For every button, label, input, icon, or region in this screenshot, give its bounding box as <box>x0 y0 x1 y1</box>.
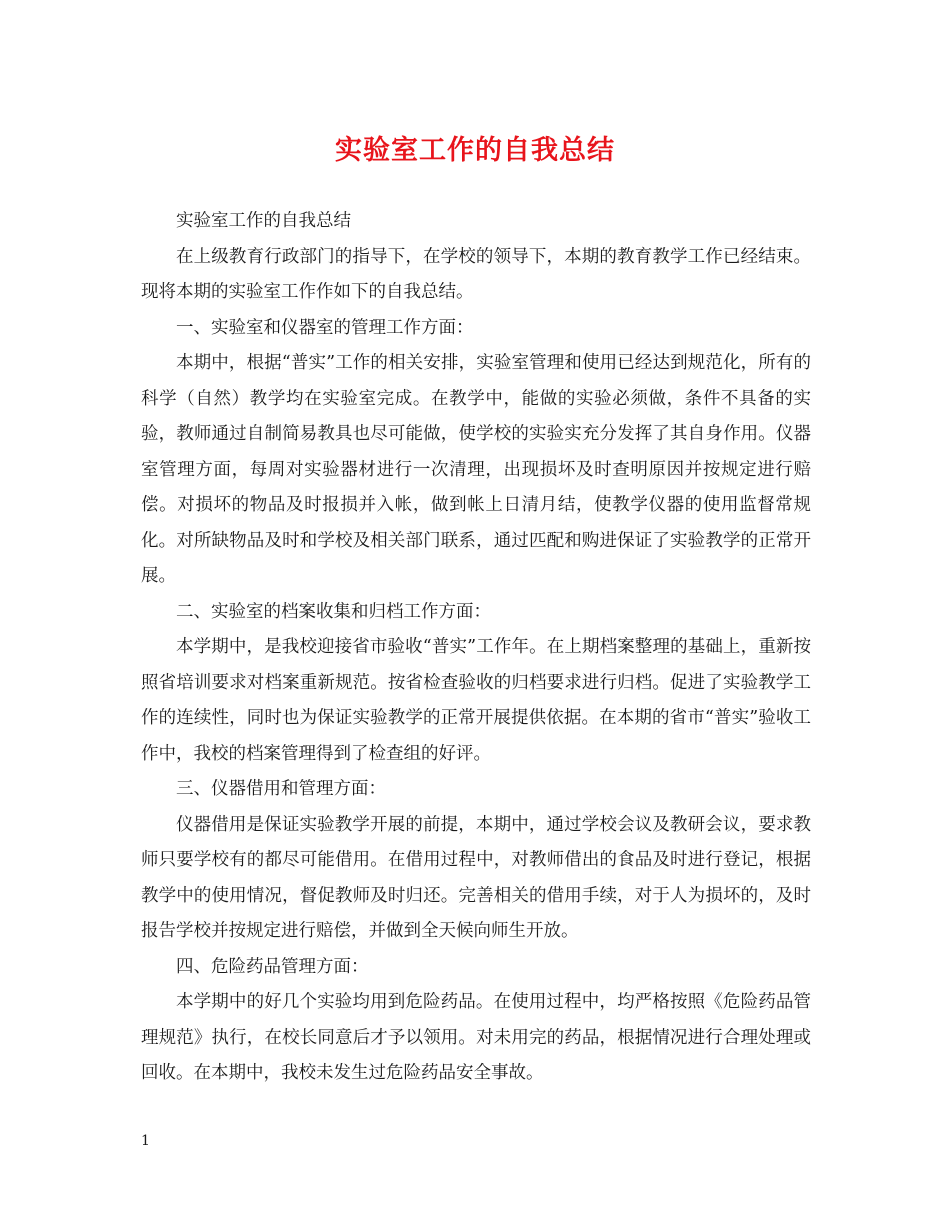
section-heading-4: 四、危险药品管理方面： <box>176 956 369 977</box>
section-heading-2: 二、实验室的档案收集和归档工作方面： <box>176 601 491 622</box>
section-1-paragraph: 本期中，根据“普实”工作的相关安排，实验室管理和使用已经达到规范化，所有的科学（自然）教学均在实验室完成。在教学中，能做的实验必须做，条件不具备的实验，教师通过自制简易教具也尽可能做，使学校的实验实充分发挥了其自身作用。仪器室管理方面，每周对实验器材进行一次清理，出现损坏及时查明原因并按规定进行赔偿。对损坏的物品及时报损并入帐，做到帐上日清月结，使教学仪器的使用监督常规化。对所缺物品及时和学校及相关部门联系，通过匹配和购进保证了实验教学的正常开展。 <box>141 353 811 586</box>
document-title: 实验室工作的自我总结 <box>335 135 615 166</box>
section-3-paragraph: 仪器借用是保证实验教学开展的前提，本期中，通过学校会议及教研会议，要求教师只要学校有的都尽可能借用。在借用过程中，对教师借出的食品及时进行登记，根据教学中的使用情况，督促教师及时归还。完善相关的借用手续，对于人为损坏的，及时报告学校并按规定进行赔偿，并做到全天候向师生开放。 <box>141 814 811 941</box>
intro-paragraph: 在上级教育行政部门的指导下，在学校的领导下，本期的教育教学工作已经结束。现将本期的实验室工作作如下的自我总结。 <box>141 246 811 302</box>
subtitle-paragraph: 实验室工作的自我总结 <box>176 211 351 231</box>
section-2-paragraph: 本学期中，是我校迎接省市验收“普实”工作年。在上期档案整理的基础上，重新按照省培训要求对档案重新规范。按省检查验收的归档要求进行归档。促进了实验教学工作的连续性，同时也为保证实验教学的正常开展提供依据。在本期的省市“普实”验收工作中，我校的档案管理得到了检查组的好评。 <box>141 637 811 764</box>
section-heading-3: 三、仪器借用和管理方面： <box>176 779 386 799</box>
page-number: 1 <box>141 1133 150 1149</box>
document-body <box>141 204 811 1092</box>
section-heading-1: 一、实验室和仪器室的管理工作方面： <box>176 317 474 338</box>
section-4-paragraph: 本学期中的好几个实验均用到危险药品。在使用过程中，均严格按照《危险药品管理规范》执行，在校长同意后才予以领用。对未用完的药品，根据情况进行合理处理或回收。在本期中，我校未发生过危险药品安全事故。 <box>141 992 811 1083</box>
